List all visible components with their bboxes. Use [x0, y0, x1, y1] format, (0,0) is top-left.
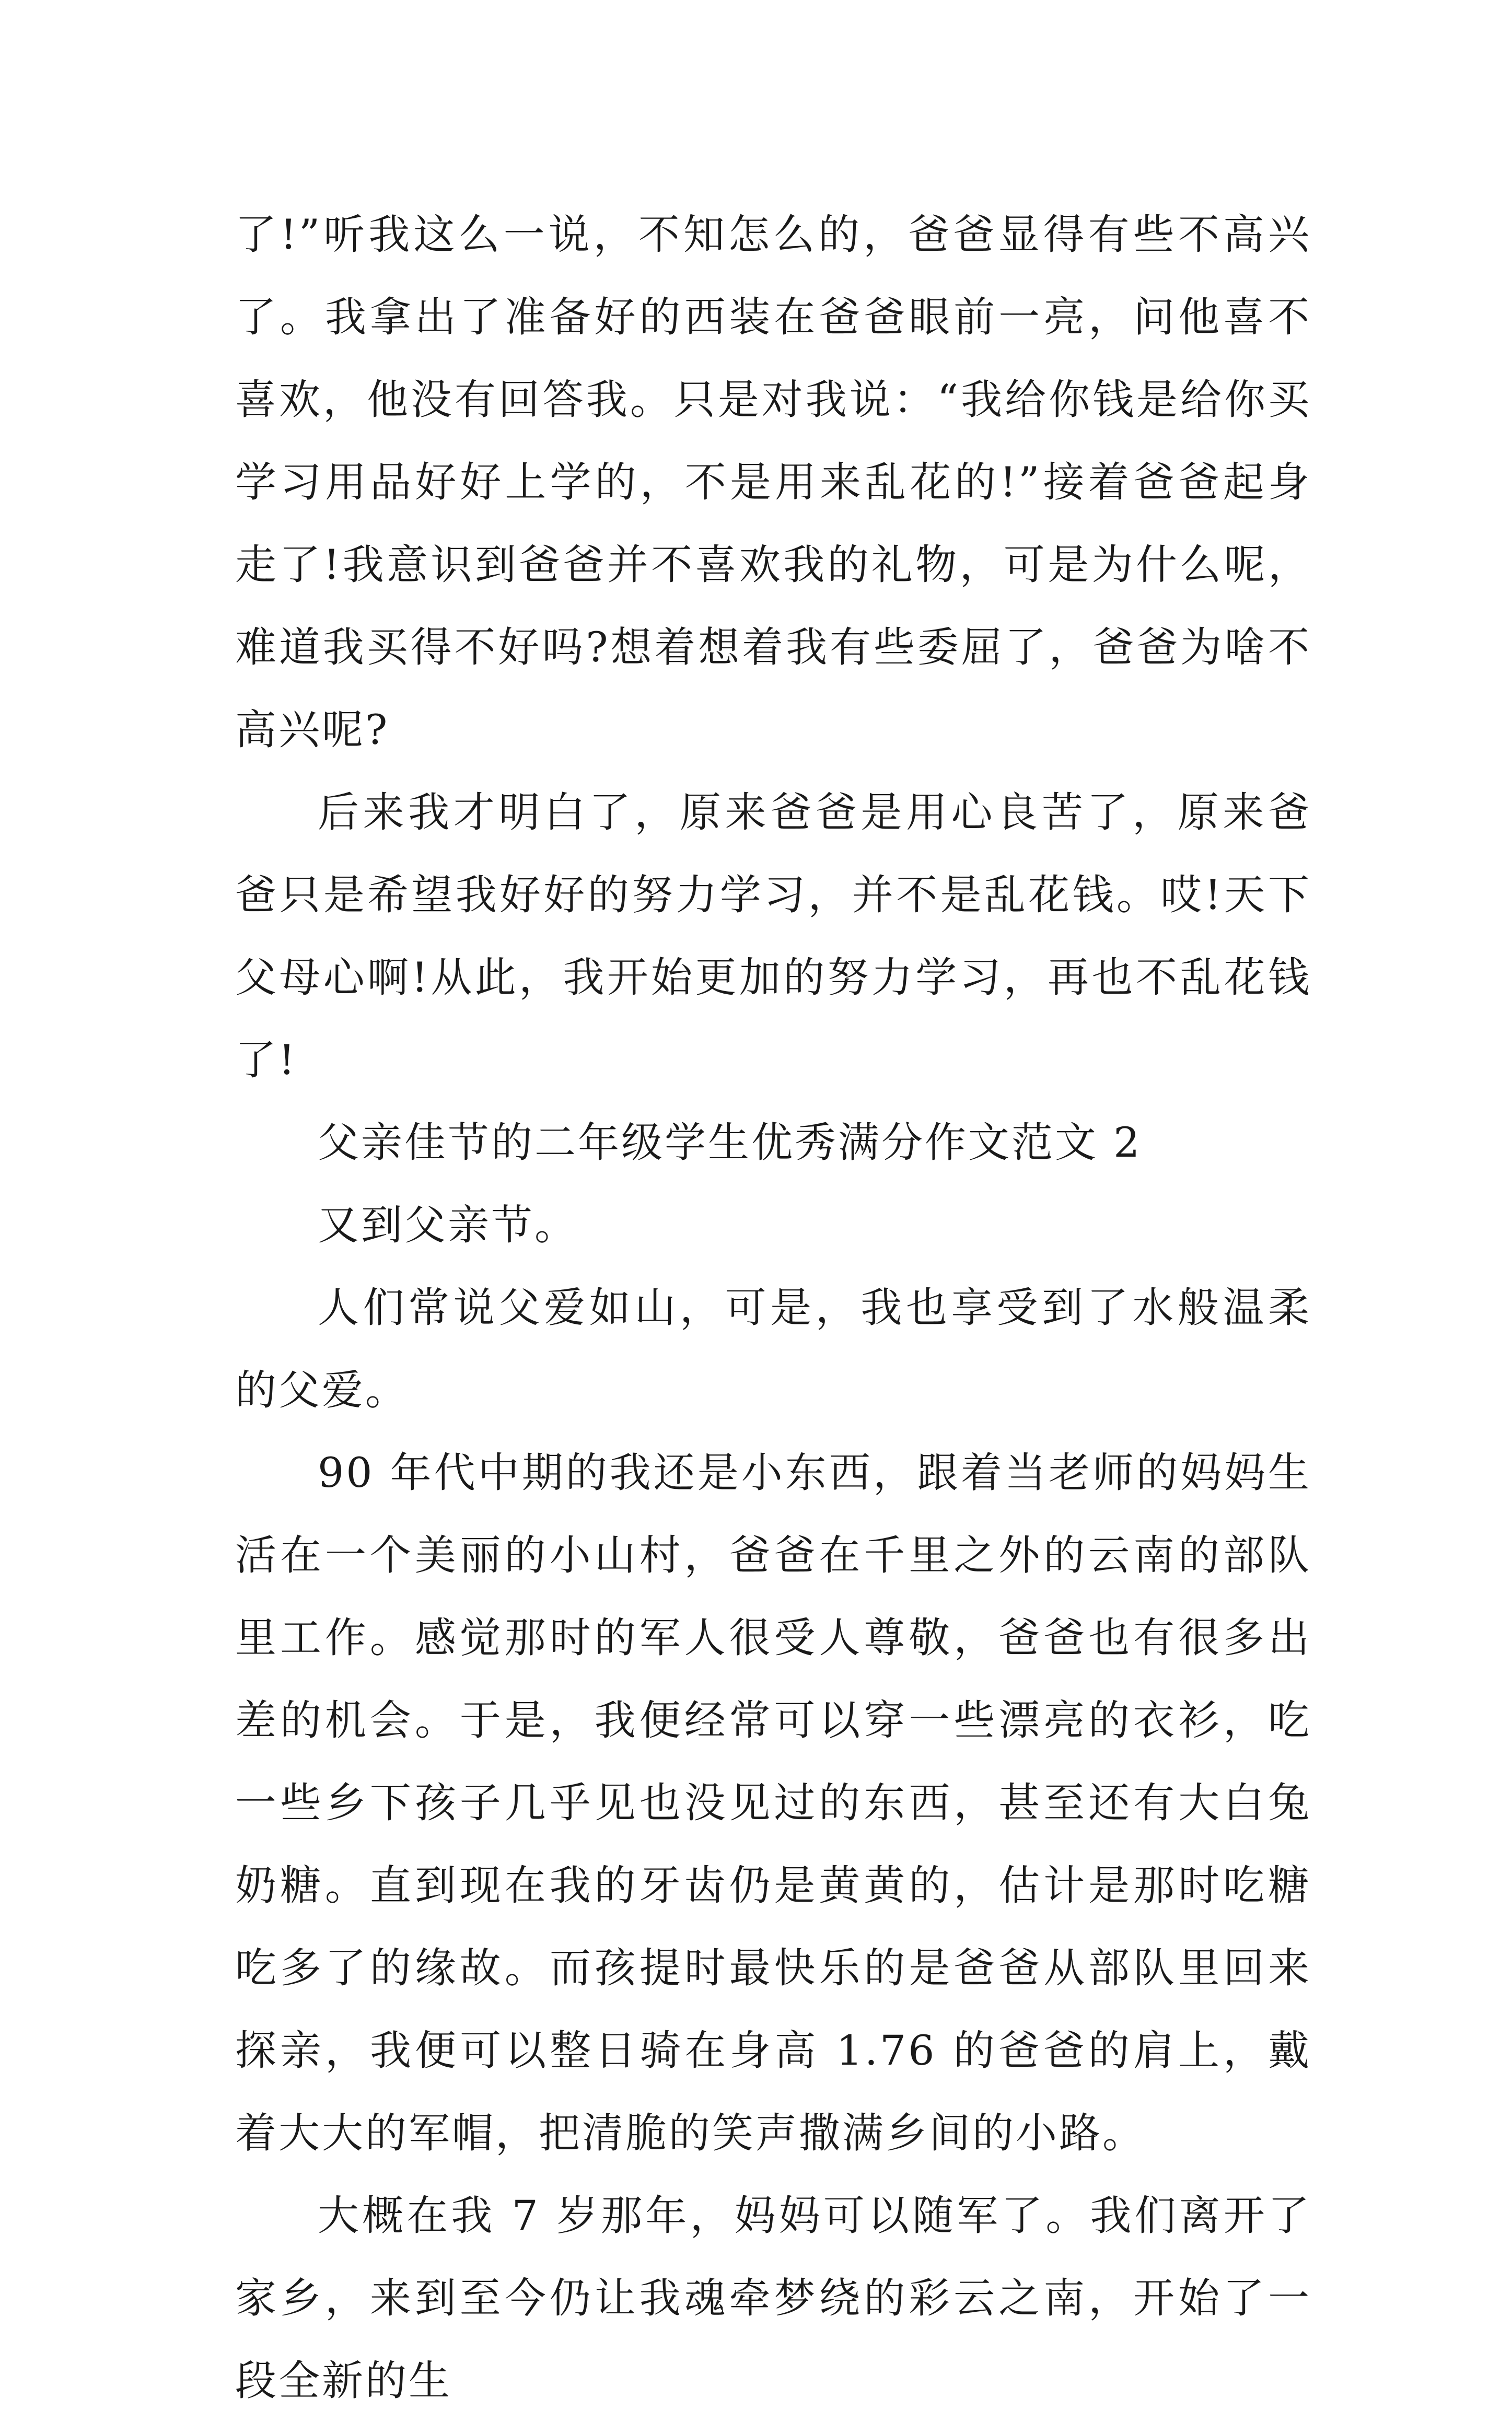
paragraph-continued: 了!”听我这么一说，不知怎么的，爸爸显得有些不高兴了。我拿出了准备好的西装在爸爸眼前一亮，问他喜不喜欢，他没有回答我。只是对我说：“我给你钱是给你买学习用品好好上学的，不是用来乱花的!”接着爸爸起身走了!我意识到爸爸并不喜欢我的礼物，可是为什么呢，难道我买得不好吗?想着想着我有些委屈了，爸爸为啥不高兴呢? — [235, 211, 1311, 754]
paragraph: 人们常说父爱如山，可是，我也享受到了水般温柔的父爱。 — [235, 1284, 1311, 1414]
paragraph: 又到父亲节。 — [318, 1201, 578, 1249]
paragraph: 大概在我 7 岁那年，妈妈可以随军了。我们离开了家乡，来到至今仍让我魂牵梦绕的彩云之南，开始了一段全新的生 — [235, 2192, 1311, 2405]
essay-title: 父亲佳节的二年级学生优秀满分作文范文 2 — [318, 1119, 1142, 1167]
paragraph: 后来我才明白了，原来爸爸是用心良苦了，原来爸爸只是希望我好好的努力学习，并不是乱花钱。哎!天下父母心啊!从此，我开始更加的努力学习，再也不乱花钱了! — [235, 788, 1311, 1084]
paragraph: 90 年代中期的我还是小东西，跟着当老师的妈妈生活在一个美丽的小山村，爸爸在千里之外的云南的部队里工作。感觉那时的军人很受人尊敬，爸爸也有很多出差的机会。于是，我便经常可以穿一些漂亮的衣衫，吃一些乡下孩子几乎见也没见过的东西，甚至还有大白兔奶糖。直到现在我的牙齿仍是黄黄的，估计是那时吃糖吃多了的缘故。而孩提时最快乐的是爸爸从部队里回来探亲，我便可以整日骑在身高 1.76 的爸爸的肩上，戴着大大的军帽，把清脆的笑声撒满乡间的小路。 — [235, 1449, 1311, 2157]
document-body — [235, 193, 1311, 2422]
